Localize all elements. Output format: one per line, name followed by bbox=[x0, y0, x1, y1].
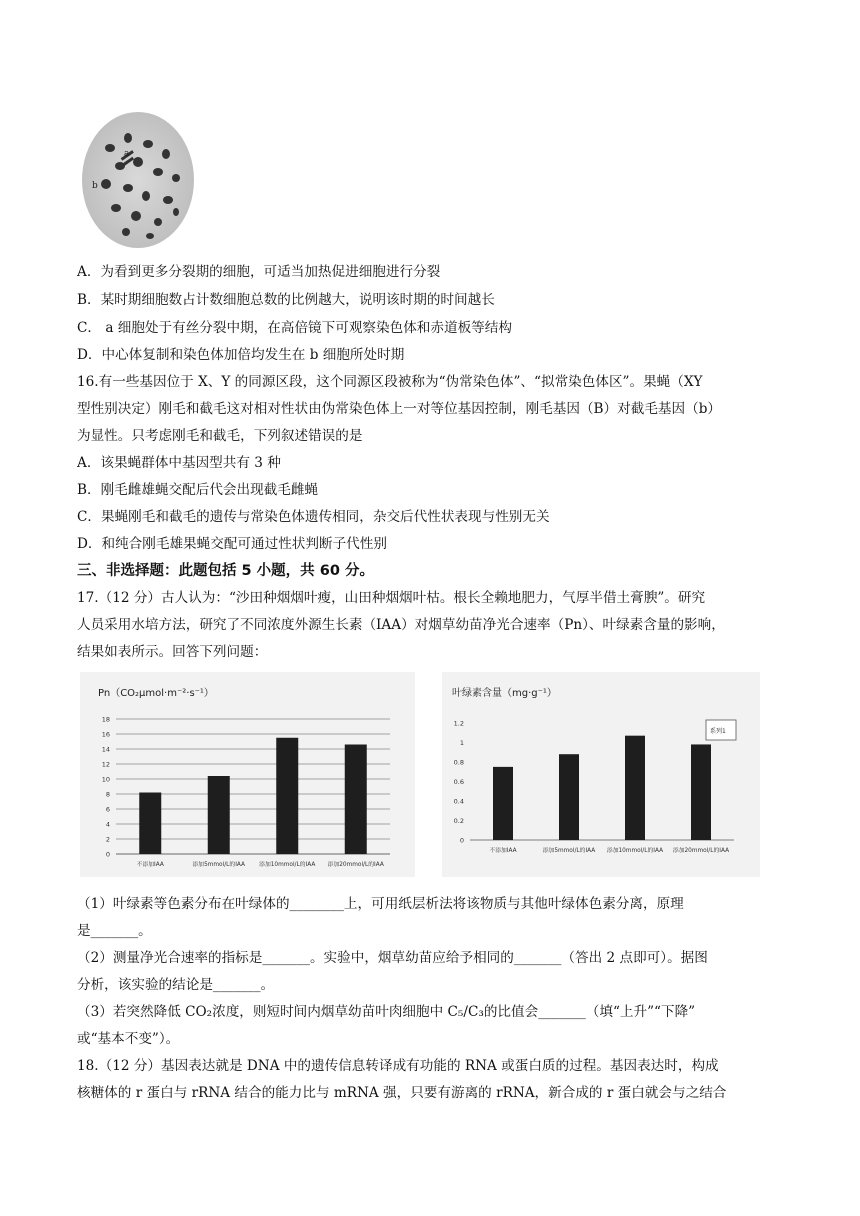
chart-2-title: 叶绿素含量（mg·g⁻¹） bbox=[452, 688, 557, 699]
chart-2-legend-label: 系列1 bbox=[710, 728, 726, 735]
chart-1-category-label: 添加5mmol/L的IAA bbox=[192, 862, 246, 868]
chart-2-category-label: 添加20mmol/L的IAA bbox=[672, 848, 730, 854]
chart-1-bar bbox=[139, 793, 161, 855]
chart-1-ytick-label: 2 bbox=[105, 835, 110, 844]
q17-part-3-line-1: （3）若突然降低 CO₂浓度，则短时间内烟草幼苗叶肉细胞中 C₅/C₃的比值会_______（填“上升”“下降” bbox=[77, 1004, 696, 1020]
q16-stem-line-2: 型性别决定）刚毛和截毛这对相对性状由伪常染色体上一对等位基因控制，刚毛基因（B）对截毛基因（b） bbox=[77, 401, 722, 417]
chart-2-category-label: 不添加IAA bbox=[489, 848, 517, 854]
q17-part-2-line-2: 分析，该实验的结论是_______。 bbox=[77, 977, 275, 993]
q17-part-2-line-1: （2）测量净光合速率的指标是_______。实验中，烟草幼苗应给予相同的_______（答出 2 点即可）。据图 bbox=[77, 950, 708, 966]
q17-stem-line-1: 17.（12 分）古人认为：“沙田种烟烟叶瘦，山田种烟烟叶枯。根长全赖地肥力，气厚半借土膏腴”。研究 bbox=[77, 590, 706, 606]
q16-stem-line-1: 16.有一些基因位于 X、Y 的同源区段，这个同源区段被称为“伪常染色体”、“拟常染色体区”。果蝇（XY bbox=[77, 374, 703, 390]
chart-1-ytick-label: 4 bbox=[105, 820, 110, 829]
chart-2-bar bbox=[625, 736, 645, 840]
q17-part-1-line-1: （1）叶绿素等色素分布在叶绿体的________上，可用纸层析法将该物质与其他叶绿体色素分离，原理 bbox=[77, 896, 684, 912]
chart-1-category-label: 添加20mmol/L的IAA bbox=[327, 862, 384, 868]
q18-stem-line-2: 核糖体的 r 蛋白与 rRNA 结合的能力比与 mRNA 强，只要有游离的 rRNA，新合成的 r 蛋白就会与之结合 bbox=[77, 1085, 727, 1101]
chart-2-bar bbox=[559, 754, 579, 840]
q16-option-a: A．该果蝇群体中基因型共有 3 种 bbox=[77, 455, 281, 471]
chart-1-ytick-label: 10 bbox=[101, 775, 110, 784]
chart-2-ytick-label: 0.8 bbox=[453, 758, 464, 767]
chart-1-ytick-label: 8 bbox=[105, 790, 110, 799]
chart-2-bar bbox=[691, 744, 711, 840]
chart-1-bar bbox=[276, 738, 298, 854]
q15-option-c: C． a 细胞处于有丝分裂中期，在高倍镜下可观察染色体和赤道板等结构 bbox=[77, 320, 512, 336]
chart-2-ytick-label: 0.6 bbox=[453, 778, 464, 786]
chart-pn bbox=[80, 672, 415, 881]
chart-1-bar bbox=[208, 776, 230, 854]
chart-1-ytick-label: 16 bbox=[101, 730, 110, 739]
chart-1-ytick-label: 14 bbox=[101, 745, 110, 754]
q15-option-b: B．某时期细胞数占计数细胞总数的比例越大，说明该时期的时间越长 bbox=[77, 292, 495, 308]
chart-1-category-label: 不添加IAA bbox=[136, 862, 164, 868]
q15-option-a: A．为看到更多分裂期的细胞，可适当加热促进细胞进行分裂 bbox=[77, 264, 441, 280]
q16-option-b: B．刚毛雌雄蝇交配后代会出现截毛雌蝇 bbox=[77, 482, 319, 498]
chart-2-ytick-label: 1 bbox=[459, 739, 464, 747]
micrograph-label-b: b bbox=[92, 181, 98, 191]
q16-option-c: C．果蝇刚毛和截毛的遗传与常染色体遗传相同，杂交后代性状表现与性别无关 bbox=[77, 509, 550, 525]
chart-1-title: Pn（CO₂μmol·m⁻²·s⁻¹） bbox=[98, 688, 214, 699]
section-3-heading: 三、非选择题：此题包括 5 小题，共 60 分。 bbox=[77, 563, 374, 579]
chart-2-category-label: 添加10mmol/L的IAA bbox=[606, 848, 664, 854]
q17-part-3-line-2: 或“基本不变”）。 bbox=[77, 1031, 180, 1047]
chart-1-ytick-label: 0 bbox=[105, 850, 110, 859]
chart-2-bar bbox=[493, 767, 513, 840]
chart-2-ytick-label: 0 bbox=[459, 836, 464, 845]
chart-1-bar bbox=[345, 745, 367, 855]
chart-chlorophyll bbox=[442, 672, 760, 881]
chart-2-ytick-label: 1.2 bbox=[453, 719, 464, 728]
q16-option-d: D．和纯合刚毛雄果蝇交配可通过性状判断子代性别 bbox=[77, 536, 387, 552]
q15-option-d: D．中心体复制和染色体加倍均发生在 b 细胞所处时期 bbox=[77, 347, 405, 363]
micrograph-label-a: a bbox=[124, 149, 130, 159]
chart-1-ytick-label: 6 bbox=[105, 805, 110, 814]
chart-2-ytick-label: 0.4 bbox=[453, 797, 464, 806]
chart-1-category-label: 添加10mmol/L的IAA bbox=[259, 862, 316, 868]
q17-stem-line-2: 人员采用水培方法，研究了不同浓度外源生长素（IAA）对烟草幼苗净光合速率（Pn）、叶绿素含量的影响， bbox=[77, 617, 725, 633]
q16-stem-line-3: 为显性。只考虑刚毛和截毛，下列叙述错误的是 bbox=[77, 428, 363, 444]
q18-stem-line-1: 18.（12 分）基因表达就是 DNA 中的遗传信息转译成有功能的 RNA 或蛋白质的过程。基因表达时，构成 bbox=[77, 1058, 719, 1074]
chart-1-ytick-label: 18 bbox=[101, 715, 110, 724]
q17-stem-line-3: 结果如表所示。回答下列问题： bbox=[77, 644, 268, 660]
cell-micrograph bbox=[80, 108, 196, 252]
chart-2-category-label: 添加5mmol/L的IAA bbox=[542, 848, 596, 854]
chart-2-ytick-label: 0.2 bbox=[453, 817, 464, 825]
q17-part-1-line-2: 是_______。 bbox=[77, 923, 152, 939]
chart-1-ytick-label: 12 bbox=[101, 760, 110, 769]
